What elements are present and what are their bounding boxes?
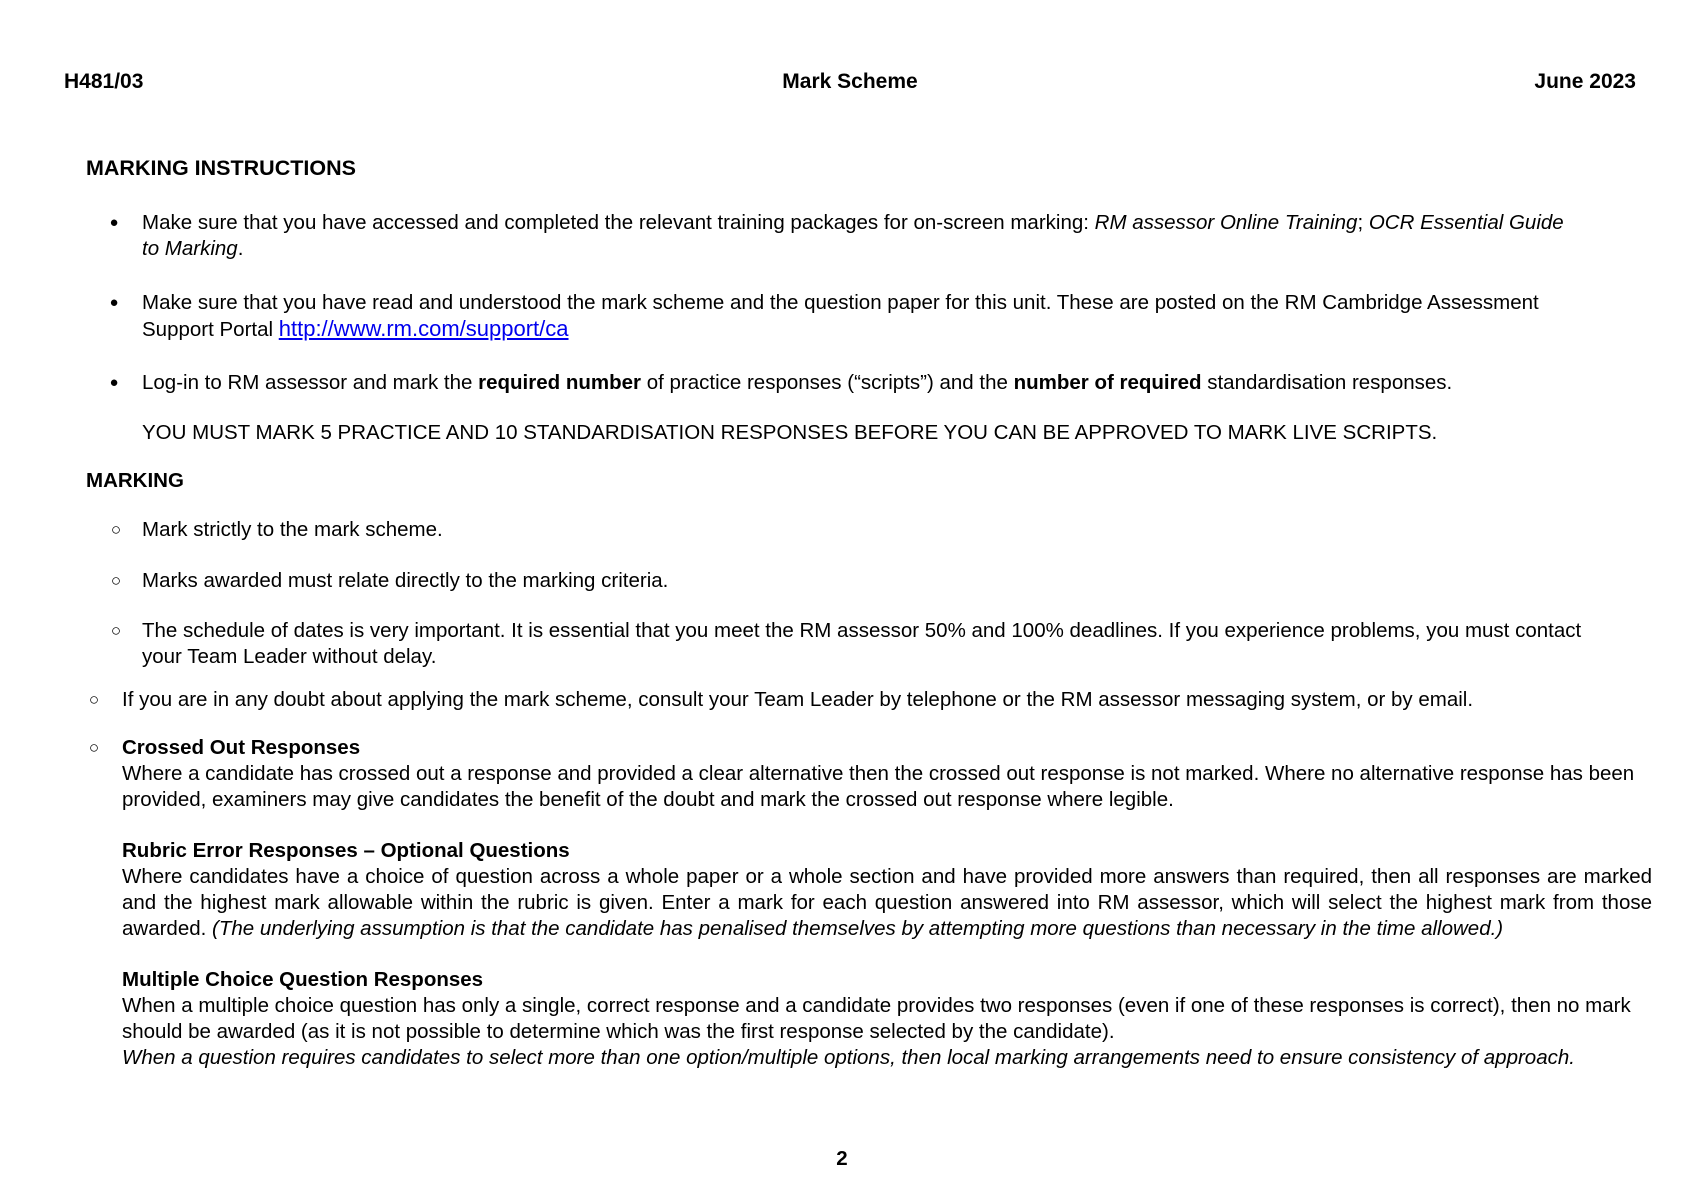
marking-instructions-heading: MARKING INSTRUCTIONS [86,156,356,180]
bullet-icon: ● [109,294,119,311]
header-date: June 2023 [1534,70,1636,93]
header-title: Mark Scheme [782,70,918,93]
mcq-title: Multiple Choice Question Responses [122,968,484,991]
rubric-error-text: Where candidates have a choice of question across a whole paper or a whole section and have provided more answers than required, then all responses are marked and the highest mark allowable within the rubric is given. Enter a mark for each question answered into RM assessor, which will select the highest mark from those awarded. (The underlying assumption is that the candidate has penalised themselves by attempting more questions than necessary in the time allowed.) [122,865,1652,940]
rubric-error-title: Rubric Error Responses – Optional Questions [122,839,570,862]
crossed-out-title: Crossed Out Responses [122,736,361,759]
marking-heading: MARKING [86,469,184,492]
crossed-out-text: Where a candidate has crossed out a response and provided a clear alternative then the crossed out response is not marked. Where no alternative response has been provided, examiners may give candidates the benefit of the doubt and mark the crossed out response where legible. [122,762,1635,811]
page-header [64,70,1636,100]
mcq-text: When a multiple choice question has only a single, correct response and a candidate provides two responses (even if one of these responses is correct), then no mark should be awarded (as it is not possible to determine which was the first response selected by the candidate). [122,994,1631,1043]
must-mark-notice: YOU MUST MARK 5 PRACTICE AND 10 STANDARDISATION RESPONSES BEFORE YOU CAN BE APPROVED TO MARK LIVE SCRIPTS. [142,421,1438,444]
bullet-icon: ● [109,214,119,231]
bullet-icon: ● [109,374,119,391]
instruction-text: Make sure that you have read and understood the mark scheme and the question paper for this unit. These are posted on the RM Cambridge Assessment Support Portal http://www.rm.com/support/ca [142,291,1539,341]
circle-bullet-icon: ○ [110,571,122,590]
paper-code: H481/03 [64,70,144,93]
circle-bullet-icon: ○ [110,520,122,539]
circle-bullet-icon: ○ [88,690,100,709]
instruction-text: Log-in to RM assessor and mark the required number of practice responses (“scripts”) and the number of required standardisation responses. [142,371,1453,394]
page-number: 2 [836,1147,848,1170]
circle-bullet-icon: ○ [110,621,122,640]
circle-bullet-icon: ○ [88,738,100,757]
support-portal-link[interactable]: http://www.rm.com/support/ca [278,316,569,341]
instruction-text: Make sure that you have accessed and completed the relevant training packages for on-screen marking: RM assessor Online Training; OCR Essential Guide to Marking. [142,211,1564,260]
mcq-italic-text: When a question requires candidates to select more than one option/multiple options, then local marking arrangements need to ensure consistency of approach. [122,1046,1575,1069]
